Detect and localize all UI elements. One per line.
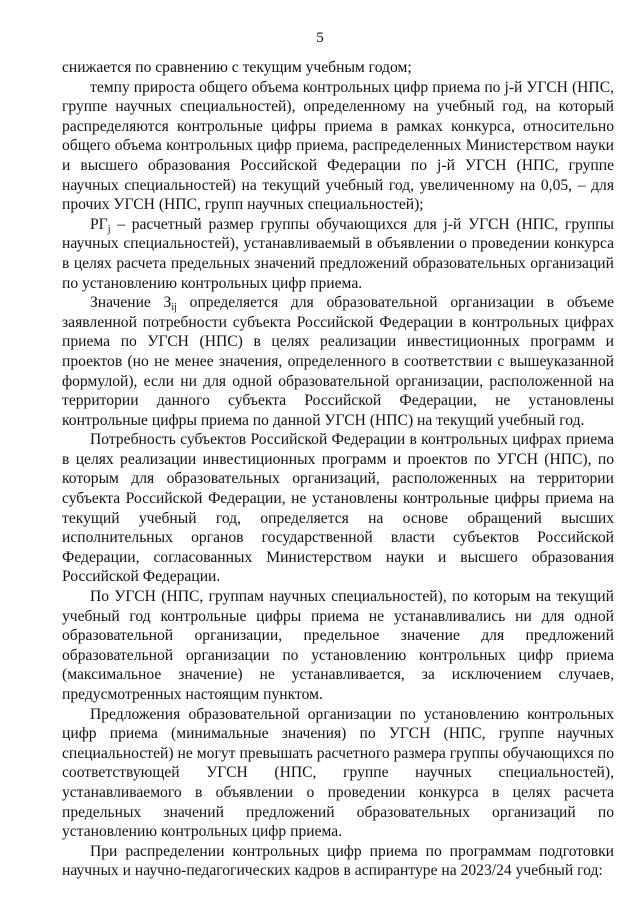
paragraph-regional-need <box>62 430 614 587</box>
formula-subscript-ij: ij <box>171 302 177 314</box>
paragraph-continuation <box>62 58 614 78</box>
formula-symbol-rg: РГ <box>90 215 108 233</box>
paragraph-text: При распределении контрольных цифр приема по программам подготовки научных и научно-педагогических кадров в аспирантуре на 2023/24 учебный год: <box>62 842 614 880</box>
paragraph-postgraduate <box>62 842 614 881</box>
paragraph-group-size <box>62 215 614 293</box>
paragraph-text: По УГСН (НПС, группам научных специальностей), по которым на текущий учебный год контрольные цифры приема не устанавливались ни для одной образовательной организации, предельное значение для предложений образовательной организации по установлению контрольных цифр приема (максимальное значение) не устанавливается, за исключением случаев, предусмотренных настоящим пунктом. <box>62 588 614 703</box>
formula-subscript-j: j <box>107 223 111 235</box>
paragraph-text: темпу прироста общего объема контрольных цифр приема по j-й УГСН (НПС, группе научных специальностей), определенному на учебный год, на который распределяются контрольные цифры приема в рамках конкурса, относительно общего объема контрольных цифр приема, распределенных Министерством науки и высшего образования Российской Федерации по j-й УГСН (НПС, группе научных специальностей) на текущий учебный год, увеличенному на 0,05, – для прочих УГСН (НПС, групп научных специальностей); <box>62 78 614 214</box>
paragraph-text: – расчетный размер группы обучающихся для j-й УГСН (НПС, группы научных специальностей), устанавливаемый в объявлении о проведении конкурса в целях расчета предельных значений предложений образовательных организаций по установлению контрольных цифр приема. <box>62 215 614 292</box>
paragraph-value-z <box>62 293 614 430</box>
paragraph-text: определяется для образовательной организации в объеме заявленной потребности субъекта Российской Федерации в контрольных цифрах приема по УГСН (НПС) в целях реализации инвестиционных программ и проектов (но не менее значения, определенного в соответствии с вышеуказанной формулой), если ни для одной образовательной организации, расположенной на территории данного субъекта Российской Федерации, не установлены контрольные цифры приема по данной УГСН (НПС) на текущий учебный год. <box>62 294 614 429</box>
page-number: 5 <box>316 30 324 46</box>
paragraph-growth-rate <box>62 78 614 215</box>
paragraph-minimum-proposals <box>62 705 614 842</box>
paragraph-text: снижается по сравнению с текущим учебным годом; <box>62 59 412 76</box>
paragraph-text-start: Значение З <box>90 294 172 312</box>
document-body <box>62 58 614 881</box>
paragraph-text: Предложения образовательной организации по установлению контрольных цифр приема (минимальные значения) по УГСН (НПС, группе научных специальностей) не могут превышать расчетного размера группы обучающихся по соответствующей УГСН (НПС, группе научных специальностей), устанавливаемого в объявлении о проведении конкурса в целях расчета предельных значений предложений образовательных организаций по установлению контрольных цифр приема. <box>62 705 614 841</box>
paragraph-no-previous-figures <box>62 587 614 705</box>
paragraph-text: Потребность субъектов Российской Федерации в контрольных цифрах приема в целях реализации инвестиционных программ и проектов по УГСН (НПС), по которым для образовательных организаций, расположенных на территории субъекта Российской Федерации, не установлены контрольные цифры приема на текущий учебный год, определяется на основе обращений высших исполнительных органов государственной власти субъектов Российской Федерации, согласованных Министерством науки и высшего образования Российской Федерации. <box>62 431 614 586</box>
